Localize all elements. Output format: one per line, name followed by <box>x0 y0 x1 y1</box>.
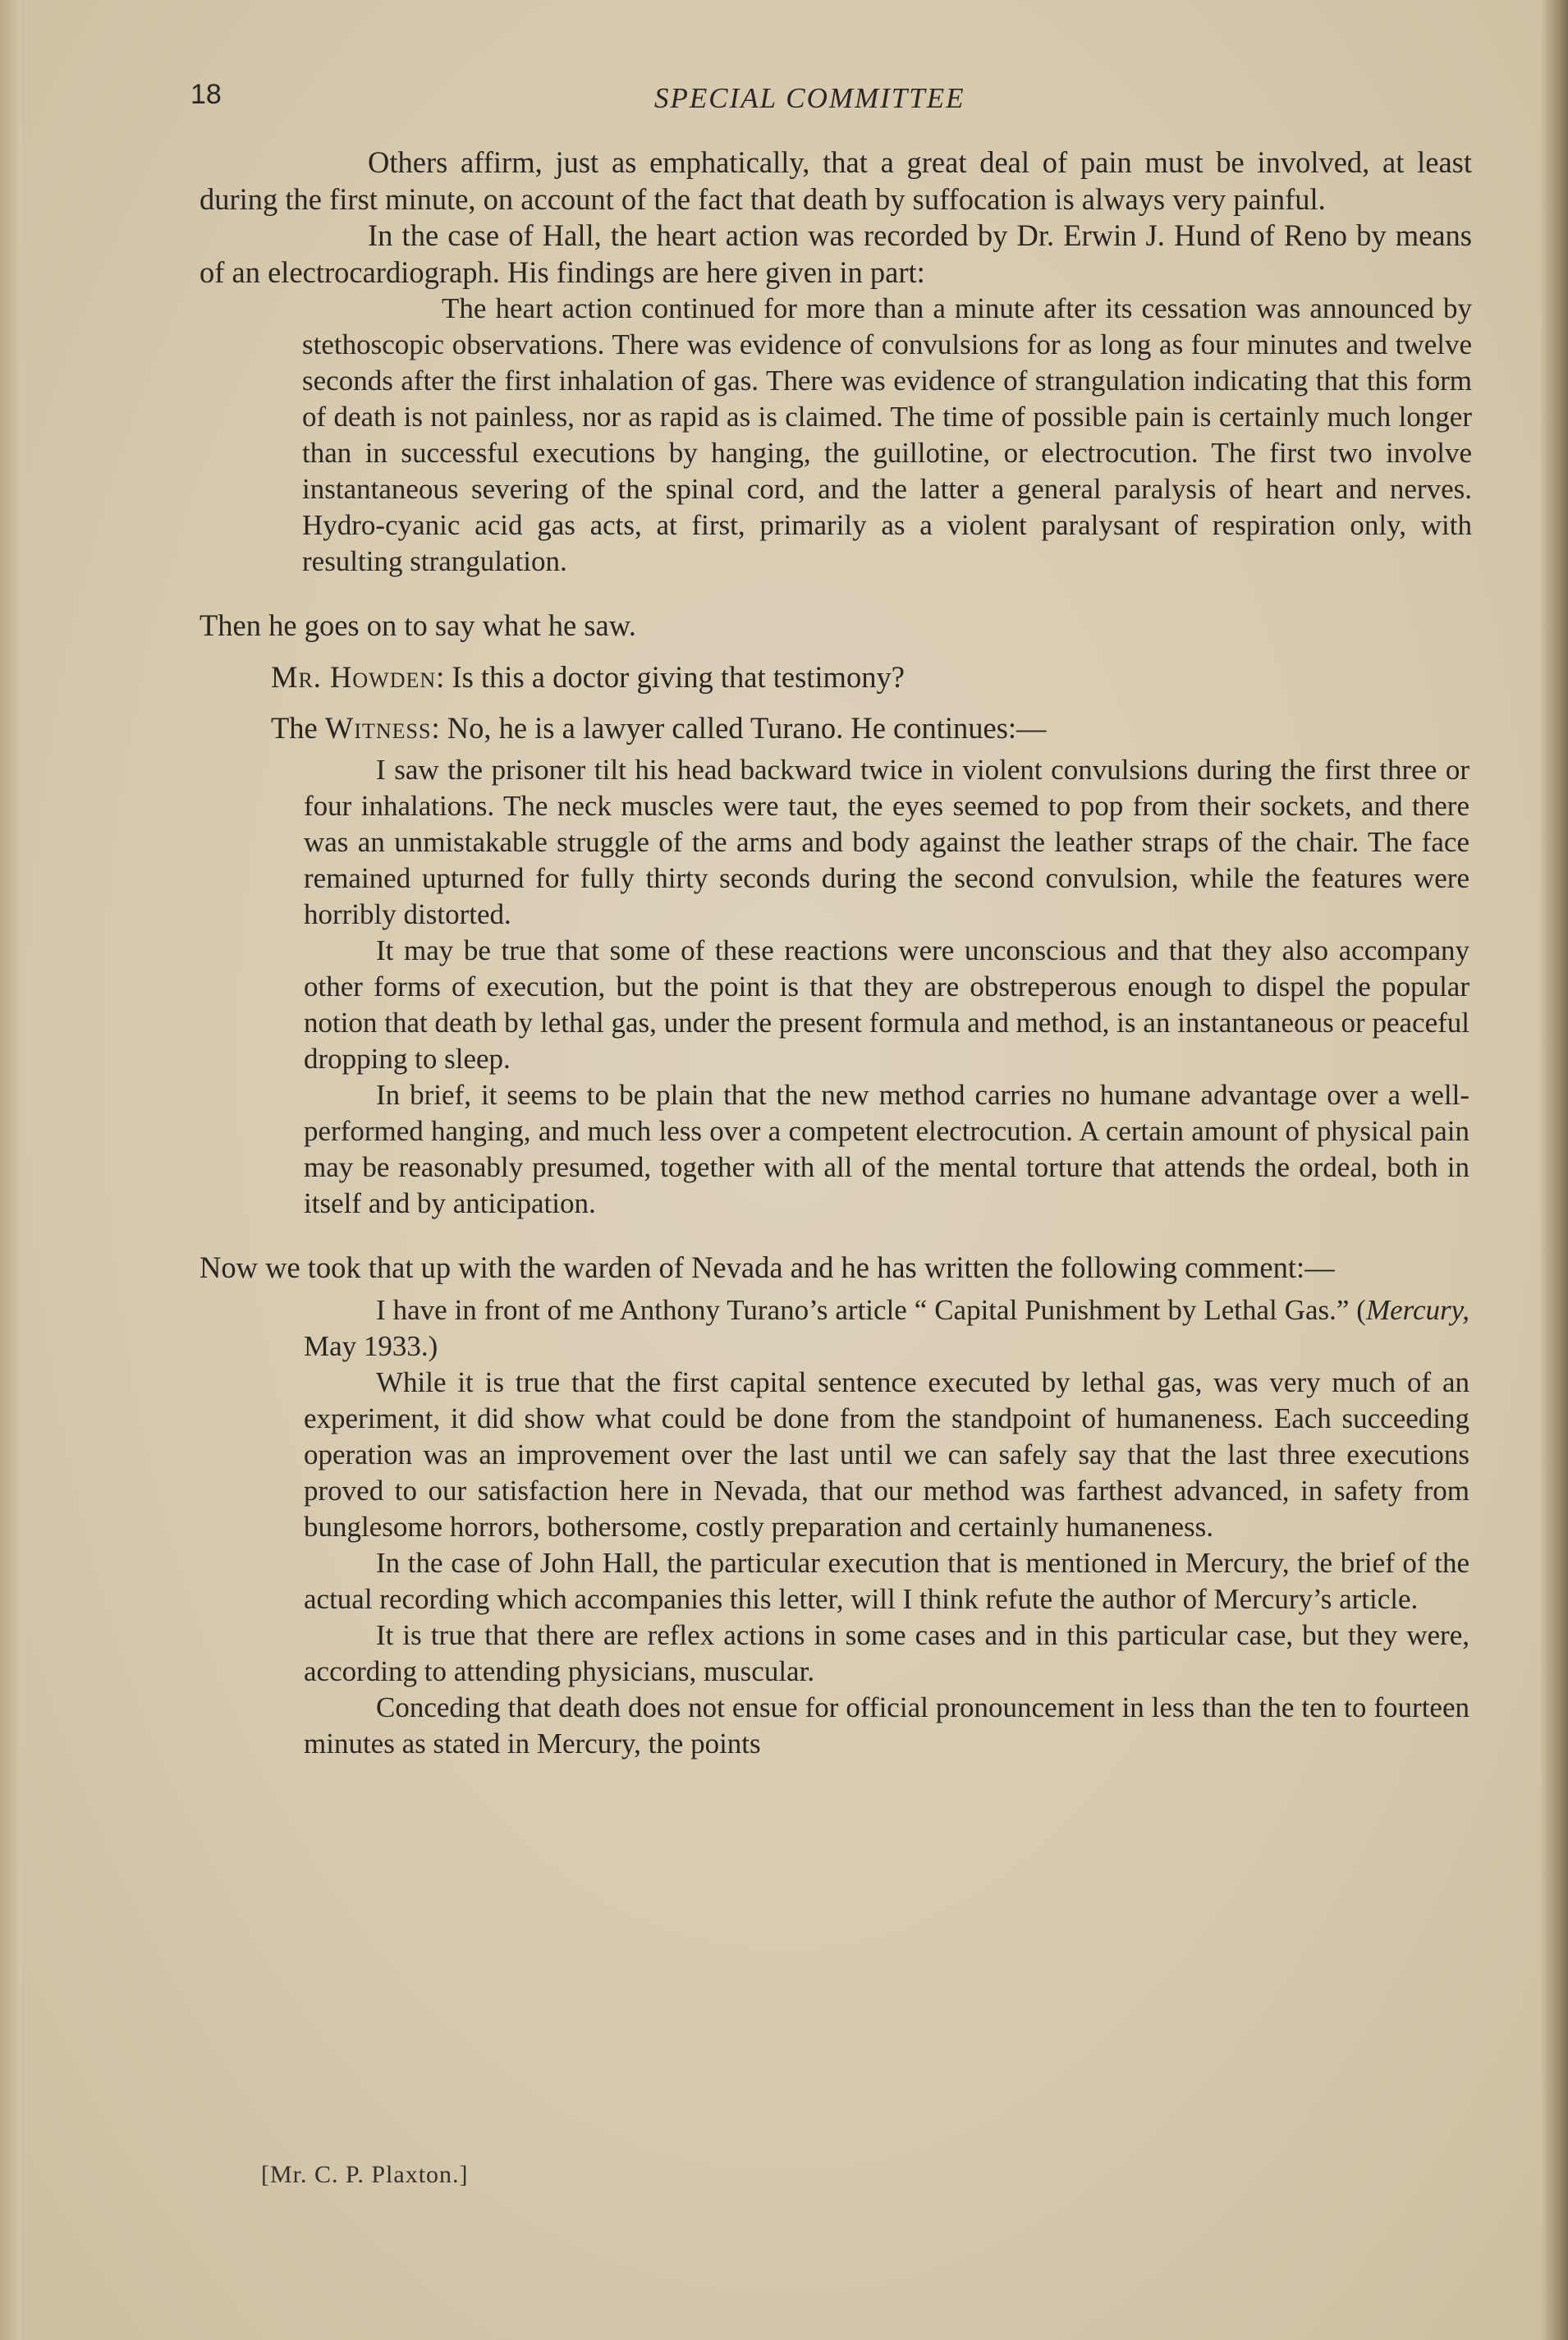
speaker-prefix: The <box>271 711 325 745</box>
running-title: SPECIAL COMMITTEE <box>654 82 965 114</box>
page-header <box>0 79 1568 128</box>
quote-paragraph <box>304 1545 1469 1617</box>
paragraph-now-we-took <box>199 1250 1472 1287</box>
page-edge-right <box>1540 0 1568 2340</box>
quote-text: May 1933.) <box>304 1330 438 1362</box>
speaker-name: Mr. Howden <box>271 659 437 694</box>
dialogue-text: : No, he is a lawyer called Turano. He continues:— <box>431 711 1047 745</box>
quote-text: Conceding that death does not ensue for official pronouncement in less than the ten to fourteen minutes as stated in Mercury, the points <box>304 1691 1469 1760</box>
quotation-hund-findings <box>302 291 1472 580</box>
footer-speaker-note: [Mr. C. P. Plaxton.] <box>261 2161 469 2188</box>
quote-text: The heart action continued for more than a minute after its cessation was announced by stethoscopic observations. There was evidence of convulsions for as long as four minutes and twelve seconds after the first inhalation of gas. There was evidence of strangulation indicating that this form of death is not painless, nor as rapid as is claimed. The time of possible pain is certainly much longer than in successful executions by hanging, the guillotine, or electrocution. The first two involve instantaneous severing of the spinal cord, and the latter a general paralysis of heart and nerves. Hydro-cyanic acid gas acts, at first, primarily as a violent paralysant of respiration only, with resulting strangulation. <box>302 292 1472 577</box>
paragraph-text: Now we took that up with the warden of Nevada and he has written the following comment:— <box>199 1250 1335 1284</box>
paragraph-text: Then he goes on to say what he saw. <box>199 608 636 642</box>
quote-paragraph <box>304 752 1469 933</box>
dialogue-howden <box>199 659 1472 696</box>
quote-paragraph <box>304 1617 1469 1690</box>
quote-text: In the case of John Hall, the particular execution that is mentioned in Mercury, the brief of the actual recording which accompanies this letter, will I think refute the author of Mercury’s article. <box>304 1547 1469 1615</box>
quote-text: While it is true that the first capital sentence executed by lethal gas, was very much of an experiment, it did show what could be done from the standpoint of humaneness. Each succeeding operation was an improvement over the last until we can safely say that the last three executions proved to our satisfaction here in Nevada, that our method was farthest advanced, in safety from bunglesome horrors, bothersome, costly preparation and certainly humaneness. <box>304 1366 1469 1543</box>
paragraph-others-affirm <box>199 145 1472 218</box>
paragraph-text: In the case of Hall, the heart action was recorded by Dr. Erwin J. Hund of Reno by means of an electrocardiograph. His findings are here given in part: <box>199 218 1472 289</box>
speaker-name: Witness <box>324 711 432 745</box>
quote-italic-title: Mercury, <box>1365 1294 1469 1326</box>
quote-text: It is true that there are reflex actions in some cases and in this particular case, but they were, according to attending physicians, muscular. <box>304 1619 1469 1687</box>
paragraph-text: Others affirm, just as emphatically, that a great deal of pain must be involved, at least during the first minute, on account of the fact that death by suffocation is always very painful. <box>199 145 1472 216</box>
dialogue-witness <box>199 710 1472 747</box>
quote-paragraph <box>304 1292 1469 1365</box>
page-edge-left <box>0 0 21 2340</box>
paragraph-then-he-goes <box>199 608 1472 645</box>
page-body <box>199 145 1472 1762</box>
quote-text: It may be true that some of these reactions were unconscious and that they also accompany other forms of execution, but the point is that they are obstreperous enough to dispel the popular notion that death by lethal gas, under the present formula and method, is an instantaneous or peaceful dropping to sleep. <box>304 934 1469 1075</box>
quote-text: I saw the prisoner tilt his head backward twice in violent convulsions during the first three or four inhalations. The neck muscles were taut, the eyes seemed to pop from their sockets, and there was an unmistakable struggle of the arms and body against the leather straps of the chair. The face remained upturned for fully thirty seconds during the second convulsion, while the features were horribly distorted. <box>304 753 1469 930</box>
dialogue-text: : Is this a doctor giving that testimony? <box>436 659 905 694</box>
quote-paragraph <box>304 1690 1469 1762</box>
page-number: 18 <box>190 79 222 110</box>
quotation-warden-letter <box>304 1292 1469 1762</box>
quote-paragraph <box>304 933 1469 1077</box>
quote-text: In brief, it seems to be plain that the new method carries no humane advantage over a well-performed hanging, and much less over a competent electrocution. A certain amount of physical pain may be reasonably presumed, together with all of the mental torture that attends the ordeal, both in itself and by anticipation. <box>304 1078 1469 1219</box>
quotation-turano <box>304 752 1469 1222</box>
quote-paragraph <box>304 1077 1469 1222</box>
quote-paragraph <box>302 291 1472 580</box>
paragraph-case-of-hall <box>199 218 1472 291</box>
quote-paragraph <box>304 1365 1469 1545</box>
quote-text: I have in front of me Anthony Turano’s article “ Capital Punishment by Lethal Gas.” ( <box>376 1294 1366 1326</box>
